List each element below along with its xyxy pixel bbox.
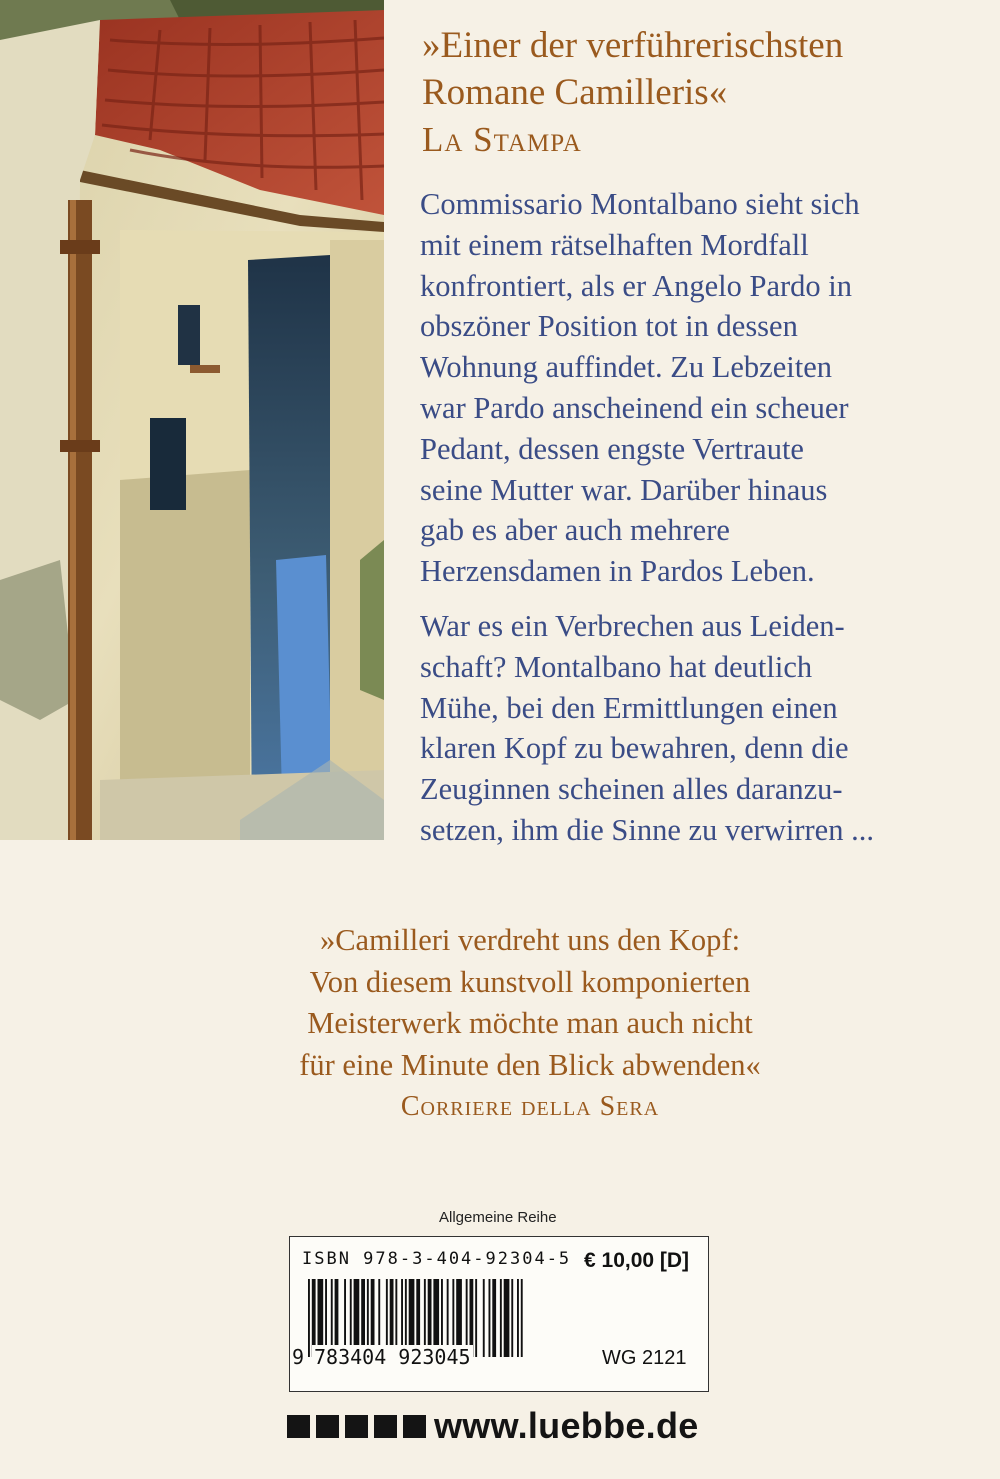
barcode-bar	[504, 1279, 510, 1357]
blurb-line: konfrontiert, als er Angelo Pardo in	[420, 268, 852, 303]
logo-square	[316, 1415, 339, 1438]
blurb-paragraph-2	[420, 606, 980, 851]
barcode-bar	[489, 1279, 491, 1357]
logo-square	[345, 1415, 368, 1438]
blurb-line: war Pardo anscheinend ein scheuer	[420, 390, 849, 425]
barcode-bar	[511, 1279, 513, 1357]
blurb-line: Wohnung auffindet. Zu Lebzeiten	[420, 350, 832, 385]
series-label: Allgemeine Reihe	[439, 1209, 557, 1226]
blurb-line: Mühe, bei den Ermittlungen einen	[420, 690, 838, 725]
blurb-line: Zeuginnen scheinen alles daranzu-	[420, 772, 843, 807]
logo-square	[374, 1415, 397, 1438]
blurb-line: Herzensdamen in Pardos Leben.	[420, 554, 815, 589]
publisher-url[interactable]: www.luebbe.de	[434, 1405, 699, 1446]
quote-line: Romane Camilleris«	[422, 72, 728, 113]
isbn-text: ISBN 978-3-404-92304-5	[302, 1249, 572, 1269]
quote-source: Corriere della Sera	[400, 1091, 660, 1122]
barcode-bar	[521, 1279, 523, 1357]
warengruppe-code: WG 2121	[602, 1347, 687, 1369]
quote-line: »Camilleri verdreht uns den Kopf:	[319, 923, 741, 957]
logo-square	[403, 1415, 426, 1438]
quote-line: Von diesem kunstvoll komponierten	[309, 964, 751, 999]
cover-painting	[0, 0, 384, 840]
blurb-line: seine Mutter war. Darüber hinaus	[420, 472, 828, 507]
price-label: € 10,00 [D]	[584, 1249, 690, 1272]
logo-square	[287, 1415, 310, 1438]
blurb-text	[420, 184, 980, 851]
blurb-line: War es ein Verbrechen aus Leiden-	[420, 608, 845, 643]
barcode-bar	[475, 1279, 477, 1357]
quote-line: Meisterwerk möchte man auch nicht	[307, 1006, 753, 1040]
barcode-bar	[500, 1279, 502, 1357]
blurb-line: Commissario Montalbano sieht sich	[420, 187, 860, 221]
blurb-paragraph-1	[420, 184, 980, 592]
quote-line: »Einer der verführerischsten	[422, 25, 844, 66]
publisher-footer	[287, 1405, 699, 1447]
barcode-bar	[308, 1279, 310, 1357]
ean-leading-digit: 9	[292, 1345, 305, 1369]
ean-digits: 783404 923045	[314, 1345, 471, 1369]
blurb-line: schaft? Montalbano hat deutlich	[420, 649, 813, 684]
quote-source: La Stampa	[422, 120, 582, 159]
top-review-quote	[422, 22, 982, 163]
bottom-review-quote	[200, 920, 860, 1128]
blurb-line: setzen, ihm die Sinne zu verwirren ...	[420, 812, 874, 847]
publisher-logo-squares	[287, 1415, 426, 1438]
blurb-line: obszöner Position tot in dessen	[420, 309, 798, 344]
barcode-bar	[483, 1279, 485, 1357]
blurb-line: gab es aber auch mehrere	[420, 513, 730, 548]
barcode-box	[289, 1236, 709, 1392]
blurb-line: mit einem rätselhaften Mordfall	[420, 227, 809, 262]
barcode-bar	[517, 1279, 519, 1357]
blurb-line: klaren Kopf zu bewahren, denn die	[420, 731, 849, 766]
barcode-bar	[492, 1279, 496, 1357]
quote-line: für eine Minute den Blick abwenden«	[299, 1047, 761, 1082]
blurb-line: Pedant, dessen engste Vertraute	[420, 431, 804, 466]
